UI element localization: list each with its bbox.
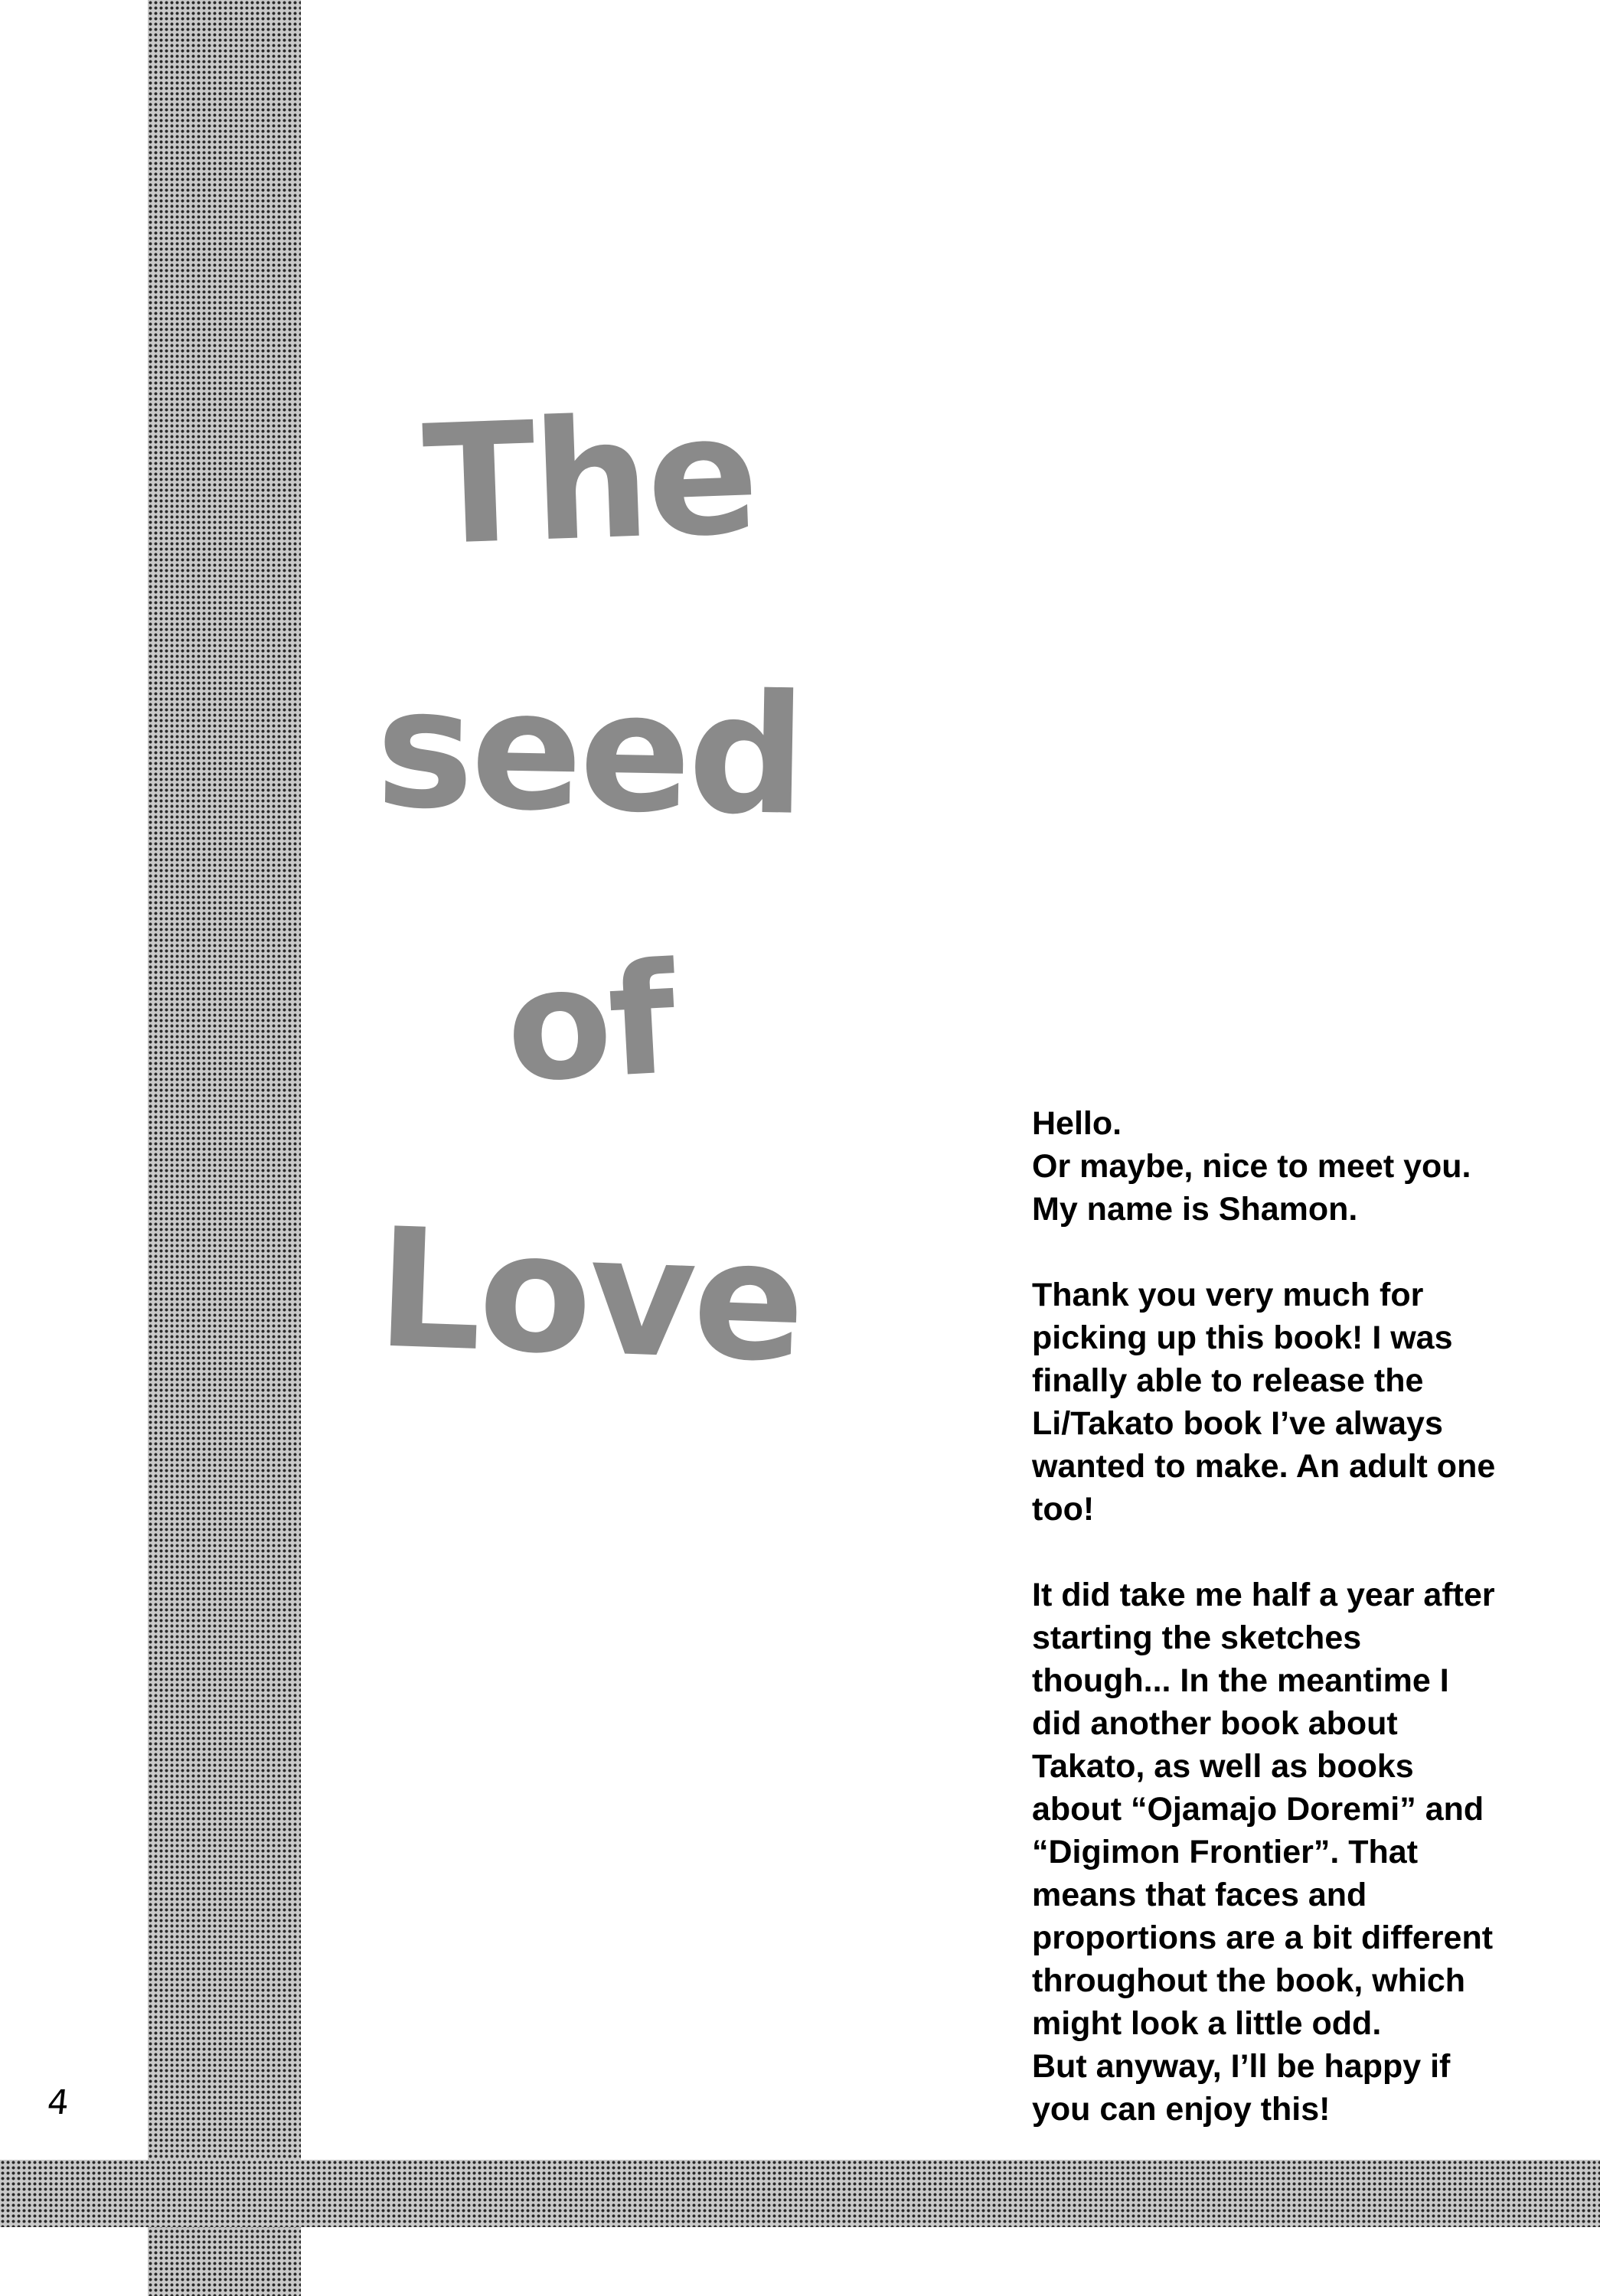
title-line-love: Love (374, 1192, 805, 1399)
bottom-left-margin (0, 2227, 148, 2296)
title-line-seed: seed (374, 652, 805, 852)
paragraph-greeting: Hello. Or maybe, nice to meet you. My name is Shamon. (1032, 1105, 1471, 1228)
page-title (329, 344, 850, 1431)
bottom-right-margin (301, 2227, 1600, 2296)
screentone-horizontal-bar (0, 2160, 1600, 2227)
screentone-vertical-bar (148, 0, 301, 2296)
page-number: 4 (45, 2083, 71, 2122)
paragraph-process: It did take me half a year after starting the sketches though... In the meantime I did another book about Takato, as well as books about “Ojamajo Doremi” and “Digimon Frontier”. That means that faces and proportions are a bit different throughout the book, which might look a little odd. But anyway, I’ll be happy if you can enjoy this! (1032, 1577, 1495, 2128)
title-line-the: The (420, 378, 759, 582)
author-note (1032, 1102, 1568, 2131)
title-line-of: of (501, 930, 678, 1117)
paragraph-thanks: Thank you very much for picking up this book! I was finally able to release the Li/Takato book I’ve always wanted to make. An adult one too! (1032, 1277, 1496, 1528)
